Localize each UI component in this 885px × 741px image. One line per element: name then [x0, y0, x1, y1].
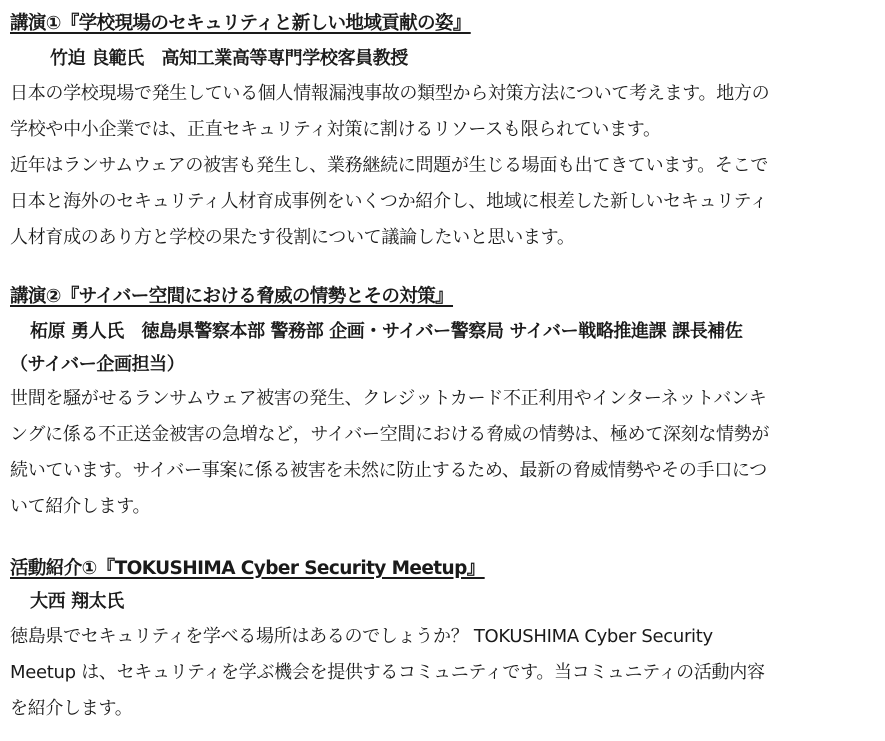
body-line: 学校や中小企業では、正直セキュリティ対策に割けるリソースも限られています。	[10, 119, 661, 140]
lecture-2-body	[10, 381, 878, 525]
activity-1-section	[10, 555, 878, 727]
body-line: 徳島県でセキュリティを学べる場所はあるのでしょうか？ TOKUSHIMA Cyber Security	[10, 626, 713, 647]
body-line: ングに係る不正送金被害の急増など，サイバー空間における脅威の情勢は、極めて深刻な情勢が	[10, 424, 770, 445]
lecture-2-speaker-role: （サイバー企画担当）	[10, 354, 185, 375]
activity-1-speaker: 大西 翔太氏	[30, 591, 124, 612]
body-line: 続いています。サイバー事案に係る被害を未然に防止するため、最新の脅威情勢やその手口につ	[10, 460, 767, 481]
body-line: 日本と海外のセキュリティ人材育成事例をいくつか紹介し、地域に根差した新しいセキュリティ	[10, 191, 768, 212]
body-line: 世間を騒がせるランサムウェア被害の発生、クレジットカード不正利用やインターネットバンキ	[10, 388, 767, 409]
activity-1-heading: 活動紹介①『TOKUSHIMA Cyber Security Meetup』	[10, 558, 485, 579]
lecture-2-speaker: 柘原 勇人氏 徳島県警察本部 警務部 企画・サイバー警察局 サイバー戦略推進課 課長補佐	[30, 321, 743, 342]
lecture-1-speaker: 竹迫 良範氏 高知工業高等専門学校客員教授	[50, 48, 408, 69]
body-line: 人材育成のあり方と学校の果たす役割について議論したいと思います。	[10, 227, 575, 248]
lecture-1-section	[10, 10, 878, 256]
body-line: Meetup は、セキュリティを学ぶ機会を提供するコミュニティです。当コミュニティの活動内容	[10, 662, 765, 683]
lecture-2-section	[10, 283, 878, 525]
body-line: を紹介します。	[10, 698, 133, 719]
activity-1-body	[10, 619, 878, 727]
lecture-1-heading: 講演①『学校現場のセキュリティと新しい地域貢献の姿』	[10, 13, 471, 34]
body-line: いて紹介します。	[10, 496, 151, 517]
lecture-2-heading: 講演②『サイバー空間における脅威の情勢とその対策』	[10, 286, 454, 307]
lecture-1-body	[10, 76, 878, 256]
body-line: 近年はランサムウェアの被害も発生し、業務継続に問題が生じる場面も出てきています。そこで	[10, 155, 769, 176]
body-line: 日本の学校現場で発生している個人情報漏洩事故の類型から対策方法について考えます。地方の	[10, 83, 770, 104]
